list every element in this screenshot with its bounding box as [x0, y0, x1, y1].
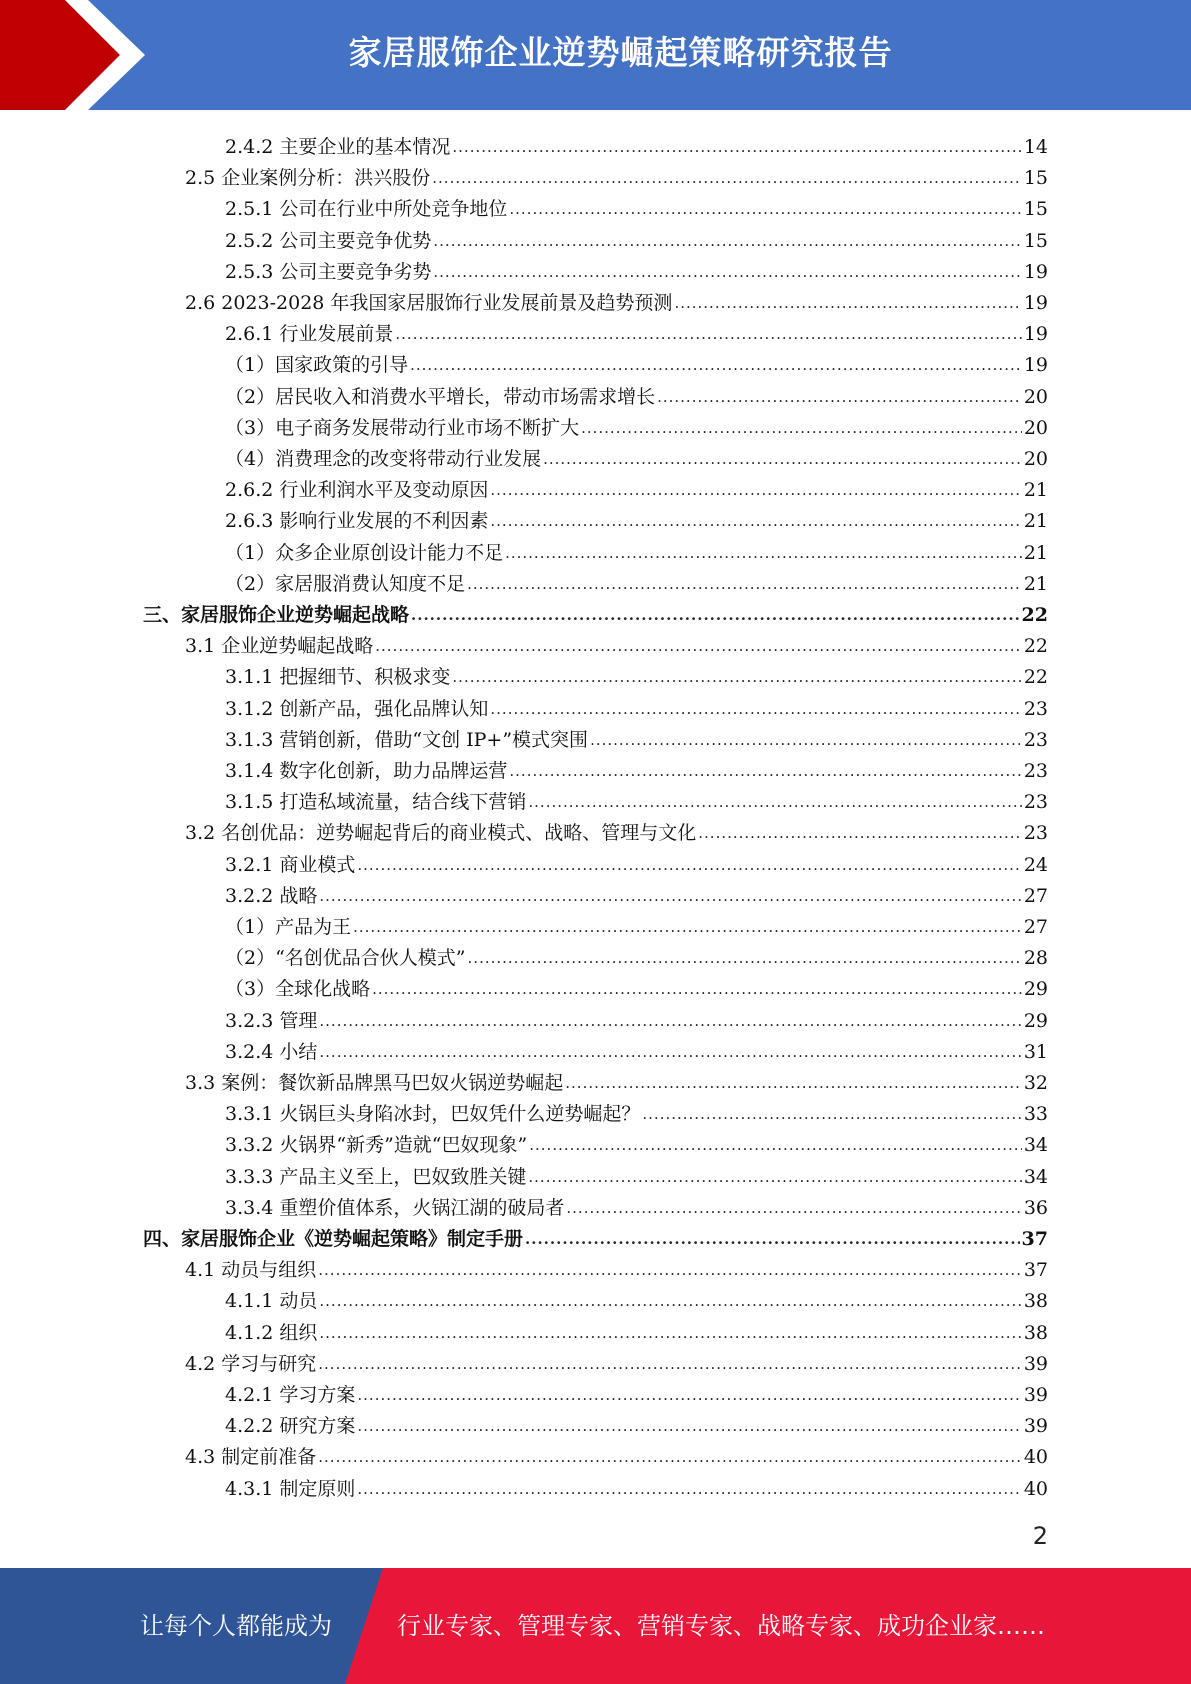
toc-entry[interactable]	[185, 627, 1048, 658]
toc-entry[interactable]	[225, 222, 1048, 253]
toc-leader-dots	[674, 291, 1021, 315]
toc-entry-page: 33	[1023, 1103, 1048, 1126]
toc-entry-title: 3.3.4 重塑价值体系，火锅江湖的破局者	[225, 1196, 565, 1219]
toc-leader-dots	[528, 790, 1021, 814]
toc-entry-title: 3.2.4 小结	[225, 1040, 318, 1063]
toc-entry-title: 3.1.5 打造私域流量，结合线下营销	[225, 791, 527, 814]
toc-leader-dots	[525, 1227, 1020, 1251]
toc-entry-page: 36	[1023, 1196, 1048, 1219]
toc-entry[interactable]	[225, 565, 1048, 596]
toc-entry-title: （1）众多企业原创设计能力不足	[225, 541, 504, 564]
toc-leader-dots	[566, 1196, 1021, 1220]
toc-entry-page: 19	[1023, 292, 1048, 314]
toc-leader-dots	[642, 1102, 1021, 1126]
toc-entry-title: 2.6.1 行业发展前景	[225, 323, 394, 346]
toc-entry-page: 23	[1023, 697, 1048, 720]
toc-entry-title: 3.3 案例：餐饮新品牌黑马巴奴火锅逆势崛起	[185, 1072, 564, 1094]
toc-leader-dots	[657, 385, 1022, 409]
toc-leader-dots	[698, 821, 1022, 845]
toc-entry-page: 38	[1023, 1321, 1048, 1344]
page-header	[0, 0, 1191, 110]
toc-entry[interactable]	[185, 1251, 1048, 1282]
toc-entry-page: 23	[1023, 791, 1048, 814]
toc-entry-title: 3.1.3 营销创新，借助“文创 IP+”模式突围	[225, 728, 589, 751]
toc-entry-page: 29	[1023, 978, 1048, 1001]
toc-leader-dots	[452, 135, 1021, 159]
toc-entry[interactable]	[225, 939, 1048, 970]
toc-leader-dots	[490, 697, 1021, 721]
toc-entry-page: 34	[1023, 1165, 1048, 1188]
toc-leader-dots	[318, 1258, 1022, 1282]
toc-entry-title: （3）电子商务发展带动行业市场不断扩大	[225, 416, 580, 439]
toc-entry-title: 3.2.1 商业模式	[225, 853, 356, 876]
toc-leader-dots	[319, 1289, 1021, 1313]
toc-entry-page: 38	[1023, 1290, 1048, 1313]
toc-leader-dots	[357, 1477, 1021, 1501]
toc-entry-title: 4.2.2 研究方案	[225, 1415, 356, 1438]
toc-leader-dots	[319, 1040, 1021, 1064]
toc-entry[interactable]	[225, 658, 1048, 689]
toc-entry-page: 27	[1023, 884, 1048, 907]
toc-entry-title: 2.6 2023-2028 年我国家居服饰行业发展前景及趋势预测	[185, 292, 673, 314]
toc-entry[interactable]	[225, 378, 1048, 409]
toc-entry-page: 19	[1023, 260, 1048, 283]
toc-entry[interactable]	[225, 1282, 1048, 1313]
toc-entry-page: 37	[1023, 1259, 1048, 1282]
toc-entry-title: 3.2.3 管理	[225, 1009, 318, 1032]
toc-entry-title: 4.1.2 组织	[225, 1321, 318, 1344]
toc-entry-page: 22	[1023, 666, 1048, 689]
toc-leader-dots	[565, 1071, 1022, 1095]
toc-entry-title: 3.3.1 火锅巨头身陷冰封，巴奴凭什么逆势崛起？	[225, 1103, 641, 1126]
toc-leader-dots	[581, 416, 1022, 440]
toc-entry[interactable]	[225, 1002, 1048, 1033]
toc-leader-dots	[590, 728, 1022, 752]
toc-entry-page: 21	[1023, 541, 1048, 564]
toc-leader-dots	[357, 853, 1021, 877]
toc-entry-page: 23	[1023, 728, 1048, 751]
toc-leader-dots	[509, 197, 1021, 221]
page-number: 2	[1032, 1522, 1048, 1550]
toc-entry[interactable]	[225, 253, 1048, 284]
toc-entry-page: 15	[1023, 229, 1048, 252]
toc-entry[interactable]	[225, 128, 1048, 159]
toc-entry-title: （4）消费理念的改变将带动行业发展	[225, 448, 542, 470]
toc-entry-title: 3.2.2 战略	[225, 884, 318, 907]
toc-entry-page: 31	[1023, 1040, 1048, 1063]
toc-entry-title: 三、家居服饰企业逆势崛起战略	[143, 604, 410, 626]
toc-entry-page: 22	[1021, 604, 1048, 626]
toc-leader-dots	[529, 1133, 1022, 1157]
toc-leader-dots	[452, 665, 1021, 689]
toc-leader-dots	[433, 260, 1021, 284]
toc-entry-title: 3.3.2 火锅界“新秀”造就“巴奴现象”	[225, 1134, 528, 1157]
toc-entry-page: 20	[1023, 448, 1048, 470]
toc-entry-page: 21	[1023, 572, 1048, 595]
toc-leader-dots	[357, 1414, 1021, 1438]
toc-entry-page: 20	[1023, 416, 1048, 439]
toc-leader-dots	[375, 634, 1022, 658]
toc-entry[interactable]	[143, 1220, 1048, 1251]
toc-entry[interactable]	[143, 596, 1048, 627]
toc-entry-title: 3.1.1 把握细节、积极求变	[225, 666, 451, 689]
toc-entry[interactable]	[225, 534, 1048, 565]
toc-leader-dots	[433, 229, 1021, 253]
footer-slogan-left: 让每个人都能成为	[140, 1612, 332, 1640]
toc-entry-title: 2.5.3 公司主要竞争劣势	[225, 260, 432, 283]
toc-entry-title: （1）国家政策的引导	[225, 354, 409, 377]
toc-leader-dots	[432, 166, 1022, 190]
toc-entry-title: （2）居民收入和消费水平增长，带动市场需求增长	[225, 385, 656, 408]
toc-entry[interactable]	[225, 440, 1048, 471]
toc-entry[interactable]	[185, 284, 1048, 315]
toc-leader-dots	[318, 1352, 1022, 1376]
toc-entry-page: 21	[1023, 479, 1048, 502]
document-title: 家居服饰企业逆势崛起策略研究报告	[348, 33, 893, 72]
toc-entry[interactable]	[185, 1345, 1048, 1376]
toc-entry[interactable]	[185, 159, 1048, 190]
toc-entry[interactable]	[225, 1470, 1048, 1501]
toc-entry-page: 32	[1023, 1072, 1048, 1094]
toc-entry-page: 37	[1021, 1228, 1048, 1250]
toc-leader-dots	[411, 603, 1020, 627]
toc-entry-title: 2.4.2 主要企业的基本情况	[225, 136, 451, 158]
toc-entry-title: 4.3 制定前准备	[185, 1446, 317, 1469]
toc-leader-dots	[353, 915, 1022, 939]
toc-entry-title: （2）“名创优品合伙人模式”	[225, 947, 466, 970]
toc-entry-page: 24	[1023, 853, 1048, 876]
toc-entry[interactable]	[225, 877, 1048, 908]
toc-leader-dots	[319, 884, 1021, 908]
toc-entry-page: 29	[1023, 1009, 1048, 1032]
page-footer	[0, 1568, 1191, 1684]
toc-entry-title: 4.2 学习与研究	[185, 1352, 317, 1375]
toc-entry-title: 2.5 企业案例分析：洪兴股份	[185, 167, 431, 190]
toc-entry[interactable]	[185, 1438, 1048, 1469]
toc-entry[interactable]	[225, 721, 1048, 752]
toc-entry-page: 19	[1023, 323, 1048, 346]
toc-entry-title: 4.1 动员与组织	[185, 1259, 317, 1282]
toc-entry[interactable]	[225, 346, 1048, 377]
toc-entry[interactable]	[225, 970, 1048, 1001]
toc-entry-title: （3）全球化战略	[225, 978, 371, 1001]
toc-entry[interactable]	[225, 315, 1048, 346]
toc-entry[interactable]	[225, 1158, 1048, 1189]
toc-entry[interactable]	[225, 1407, 1048, 1438]
toc-leader-dots	[372, 977, 1022, 1001]
toc-entry-page: 21	[1023, 510, 1048, 533]
toc-leader-dots	[319, 1009, 1021, 1033]
toc-leader-dots	[490, 478, 1021, 502]
toc-entry-page: 23	[1023, 822, 1048, 845]
toc-entry[interactable]	[225, 190, 1048, 221]
toc-entry[interactable]	[225, 1095, 1048, 1126]
toc-entry-title: 四、家居服饰企业《逆势崛起策略》制定手册	[143, 1228, 524, 1250]
toc-entry-page: 14	[1023, 136, 1048, 158]
footer-slogan-right: 行业专家、管理专家、营销专家、战略专家、成功企业家……	[397, 1612, 1045, 1640]
toc-entry[interactable]	[225, 1033, 1048, 1064]
toc-entry-page: 34	[1023, 1134, 1048, 1157]
toc-entry[interactable]	[225, 409, 1048, 440]
toc-entry-title: 2.6.2 行业利润水平及变动原因	[225, 479, 489, 502]
toc-entry-page: 22	[1023, 635, 1048, 658]
toc-entry-title: 3.3.3 产品主义至上，巴奴致胜关键	[225, 1165, 527, 1188]
toc-entry-title: 4.2.1 学习方案	[225, 1384, 356, 1406]
toc-entry[interactable]	[225, 1189, 1048, 1220]
toc-entry[interactable]	[225, 752, 1048, 783]
toc-entry-page: 19	[1023, 354, 1048, 377]
toc-entry-page: 23	[1023, 760, 1048, 782]
toc-entry-page: 20	[1023, 385, 1048, 408]
toc-entry-page: 15	[1023, 167, 1048, 190]
toc-entry-title: 4.3.1 制定原则	[225, 1477, 356, 1500]
toc-leader-dots	[318, 1445, 1022, 1469]
toc-entry-page: 39	[1023, 1415, 1048, 1438]
toc-entry-page: 40	[1023, 1446, 1048, 1469]
toc-entry-title: 2.5.2 公司主要竞争优势	[225, 229, 432, 252]
toc-entry[interactable]	[225, 1376, 1048, 1407]
toc-entry-title: 3.2 名创优品：逆势崛起背后的商业模式、战略、管理与文化	[185, 822, 697, 845]
toc-entry[interactable]	[225, 783, 1048, 814]
toc-entry-title: （2）家居服消费认知度不足	[225, 572, 466, 595]
toc-entry[interactable]	[225, 690, 1048, 721]
toc-leader-dots	[505, 541, 1022, 565]
toc-entry[interactable]	[185, 814, 1048, 845]
toc-entry-title: 3.1 企业逆势崛起战略	[185, 635, 374, 658]
toc-entry[interactable]	[225, 846, 1048, 877]
toc-entry[interactable]	[225, 908, 1048, 939]
toc-entry[interactable]	[225, 502, 1048, 533]
toc-entry-title: 3.1.2 创新产品，强化品牌认知	[225, 697, 489, 720]
toc-entry-page: 39	[1023, 1384, 1048, 1406]
toc-leader-dots	[319, 1321, 1021, 1345]
toc-leader-dots	[543, 447, 1022, 471]
toc-entry-page: 27	[1023, 916, 1048, 938]
toc-leader-dots	[490, 509, 1021, 533]
toc-entry-page: 15	[1023, 198, 1048, 221]
toc-leader-dots	[467, 572, 1022, 596]
toc-entry-title: 4.1.1 动员	[225, 1290, 318, 1313]
toc-entry-page: 28	[1023, 947, 1048, 970]
toc-leader-dots	[528, 1165, 1021, 1189]
toc-entry[interactable]	[225, 1126, 1048, 1157]
toc-entry-title: （1）产品为王	[225, 916, 352, 938]
toc-entry-page: 39	[1023, 1352, 1048, 1375]
toc-entry[interactable]	[185, 1064, 1048, 1095]
toc-leader-dots	[410, 353, 1022, 377]
toc-entry-page: 40	[1023, 1477, 1048, 1500]
toc-entry-title: 3.1.4 数字化创新，助力品牌运营	[225, 760, 508, 782]
toc-entry[interactable]	[225, 471, 1048, 502]
toc-leader-dots	[468, 946, 1022, 970]
toc-entry-title: 2.6.3 影响行业发展的不利因素	[225, 510, 489, 533]
toc-entry[interactable]	[225, 1314, 1048, 1345]
toc-entry-title: 2.5.1 公司在行业中所处竞争地位	[225, 198, 508, 221]
toc-leader-dots	[395, 322, 1021, 346]
toc-leader-dots	[509, 759, 1021, 783]
toc-leader-dots	[357, 1383, 1021, 1407]
